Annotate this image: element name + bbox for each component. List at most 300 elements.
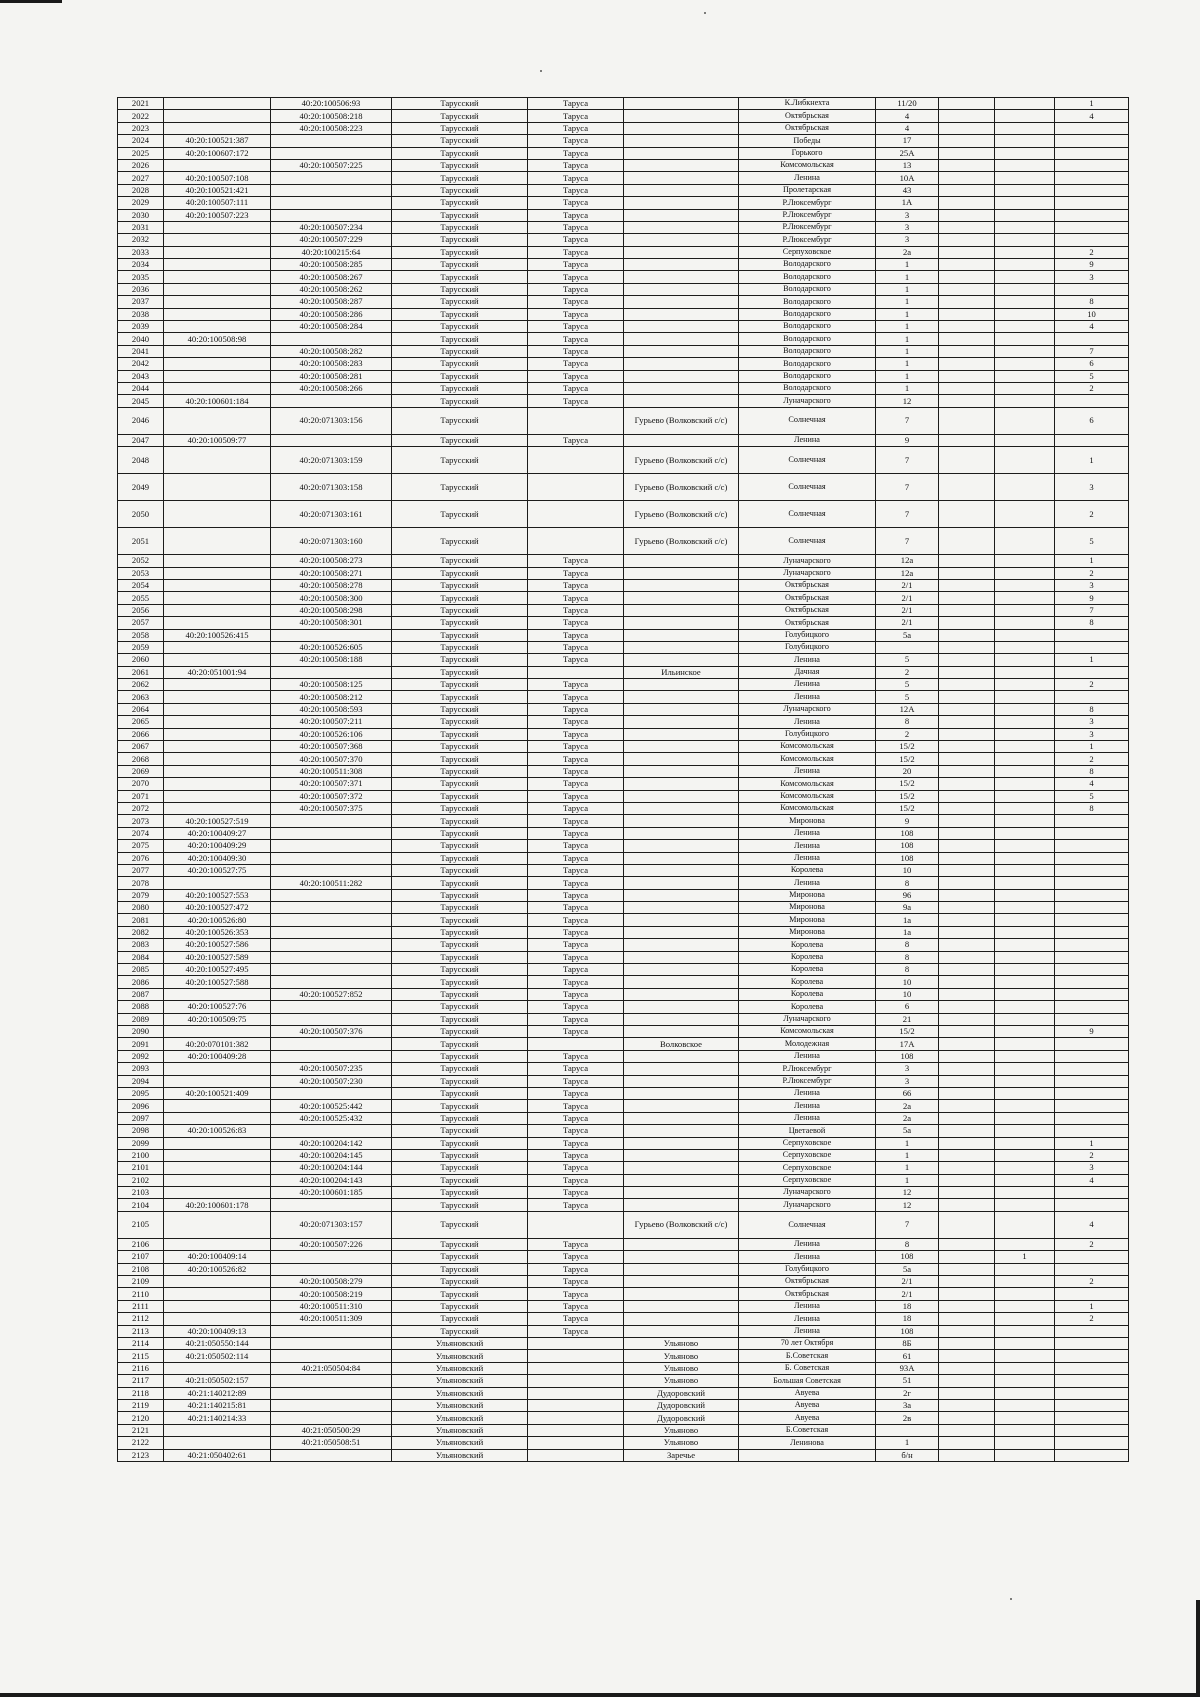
table-row [118, 1300, 1129, 1312]
row-number: 2038 [118, 308, 164, 320]
city-name: Таруса [528, 98, 624, 110]
city-name: Таруса [528, 827, 624, 839]
cadastral-number-new: 40:20:100601:185 [271, 1187, 392, 1199]
cadastral-number-old [164, 641, 271, 653]
cadastral-number-old [164, 716, 271, 728]
settlement-name: Дудоровский [624, 1399, 739, 1411]
cadastral-number-old: 40:20:100607:172 [164, 147, 271, 159]
district-name: Тарусский [392, 122, 528, 134]
extra-column-a [939, 147, 995, 159]
extra-column-a [939, 728, 995, 740]
settlement-name [624, 1100, 739, 1112]
table-row [118, 308, 1129, 320]
extra-column-a [939, 1263, 995, 1275]
table-row [118, 926, 1129, 938]
district-name: Тарусский [392, 296, 528, 308]
table-row [118, 135, 1129, 147]
cadastral-number-new [271, 1325, 392, 1337]
cadastral-number-new: 40:20:100507:226 [271, 1238, 392, 1250]
street-name: Володарского [739, 370, 876, 382]
house-number: 10 [876, 988, 939, 1000]
row-number: 2066 [118, 728, 164, 740]
settlement-name [624, 1187, 739, 1199]
settlement-name [624, 654, 739, 666]
cadastral-number-old: 40:20:100601:184 [164, 395, 271, 407]
row-number: 2028 [118, 184, 164, 196]
settlement-name [624, 234, 739, 246]
settlement-name [624, 1313, 739, 1325]
cadastral-number-old [164, 1174, 271, 1186]
street-name: Ленина [739, 1112, 876, 1124]
table-row [118, 976, 1129, 988]
apartment-number [1055, 172, 1129, 184]
city-name [528, 1424, 624, 1436]
extra-column-b [995, 753, 1055, 765]
scan-edge-mark-top [0, 0, 62, 3]
cadastral-number-old [164, 877, 271, 889]
apartment-number: 4 [1055, 1211, 1129, 1238]
extra-column-b [995, 604, 1055, 616]
district-name: Ульяновский [392, 1350, 528, 1362]
extra-column-b [995, 852, 1055, 864]
table-row [118, 1375, 1129, 1387]
apartment-number: 2 [1055, 1313, 1129, 1325]
registry-table [117, 97, 1129, 1462]
cadastral-number-new [271, 976, 392, 988]
table-row [118, 629, 1129, 641]
apartment-number: 8 [1055, 703, 1129, 715]
district-name: Тарусский [392, 988, 528, 1000]
extra-column-b [995, 271, 1055, 283]
table-row [118, 370, 1129, 382]
cadastral-number-old: 40:20:100521:409 [164, 1087, 271, 1099]
extra-column-b [995, 1399, 1055, 1411]
city-name [528, 407, 624, 434]
city-name: Таруса [528, 1013, 624, 1025]
settlement-name [624, 221, 739, 233]
house-number: 2/1 [876, 579, 939, 591]
settlement-name [624, 1288, 739, 1300]
district-name: Тарусский [392, 345, 528, 357]
cadastral-number-old [164, 345, 271, 357]
city-name: Таруса [528, 604, 624, 616]
city-name: Таруса [528, 159, 624, 171]
cadastral-number-old [164, 1162, 271, 1174]
table-row [118, 877, 1129, 889]
house-number: 2 [876, 728, 939, 740]
street-name: Ленина [739, 434, 876, 446]
extra-column-a [939, 629, 995, 641]
house-number: 8 [876, 951, 939, 963]
cadastral-number-old [164, 679, 271, 691]
cadastral-number-old: 40:20:100526:83 [164, 1125, 271, 1137]
apartment-number [1055, 135, 1129, 147]
extra-column-b [995, 345, 1055, 357]
extra-column-a [939, 1112, 995, 1124]
city-name [528, 1399, 624, 1411]
scan-speck [540, 70, 542, 72]
settlement-name [624, 122, 739, 134]
extra-column-a [939, 1288, 995, 1300]
table-row [118, 283, 1129, 295]
extra-column-a [939, 827, 995, 839]
settlement-name: Дудоровский [624, 1387, 739, 1399]
apartment-number [1055, 877, 1129, 889]
cadastral-number-old [164, 246, 271, 258]
table-row [118, 827, 1129, 839]
apartment-number [1055, 914, 1129, 926]
street-name: Солнечная [739, 501, 876, 528]
extra-column-b [995, 234, 1055, 246]
extra-column-b [995, 259, 1055, 271]
table-row [118, 1063, 1129, 1075]
house-number: 1 [876, 358, 939, 370]
row-number: 2052 [118, 555, 164, 567]
district-name: Тарусский [392, 691, 528, 703]
table-row [118, 753, 1129, 765]
settlement-name [624, 382, 739, 394]
extra-column-b [995, 641, 1055, 653]
row-number: 2104 [118, 1199, 164, 1211]
cadastral-number-new: 40:20:071303:160 [271, 528, 392, 555]
cadastral-number-old: 40:20:100409:30 [164, 852, 271, 864]
extra-column-b [995, 1350, 1055, 1362]
district-name: Тарусский [392, 926, 528, 938]
city-name: Таруса [528, 370, 624, 382]
street-name: Комсомольская [739, 790, 876, 802]
house-number: 18 [876, 1300, 939, 1312]
row-number: 2027 [118, 172, 164, 184]
cadastral-number-new [271, 1387, 392, 1399]
cadastral-number-old: 40:20:100521:421 [164, 184, 271, 196]
row-number: 2111 [118, 1300, 164, 1312]
table-row [118, 951, 1129, 963]
district-name: Тарусский [392, 976, 528, 988]
street-name: Б.Советская [739, 1350, 876, 1362]
street-name: Р.Люксембург [739, 221, 876, 233]
extra-column-b [995, 976, 1055, 988]
extra-column-b [995, 308, 1055, 320]
city-name: Таруса [528, 395, 624, 407]
house-number: 15/2 [876, 753, 939, 765]
house-number: 3 [876, 209, 939, 221]
table-row [118, 1013, 1129, 1025]
district-name: Тарусский [392, 951, 528, 963]
settlement-name: Дудоровский [624, 1412, 739, 1424]
row-number: 2081 [118, 914, 164, 926]
house-number: 8 [876, 964, 939, 976]
district-name: Тарусский [392, 1100, 528, 1112]
table-row [118, 1412, 1129, 1424]
row-number: 2067 [118, 741, 164, 753]
cadastral-number-new: 40:20:100507:370 [271, 753, 392, 765]
extra-column-a [939, 110, 995, 122]
street-name: Луначарского [739, 1013, 876, 1025]
city-name: Таруса [528, 1263, 624, 1275]
city-name: Таруса [528, 926, 624, 938]
apartment-number [1055, 1199, 1129, 1211]
city-name: Таруса [528, 902, 624, 914]
cadastral-number-old [164, 122, 271, 134]
settlement-name [624, 1001, 739, 1013]
extra-column-b [995, 1050, 1055, 1062]
house-number: 9 [876, 434, 939, 446]
cadastral-number-new: 40:20:100508:287 [271, 296, 392, 308]
street-name: Ленина [739, 852, 876, 864]
cadastral-number-old [164, 283, 271, 295]
house-number: 7 [876, 501, 939, 528]
extra-column-b [995, 1387, 1055, 1399]
house-number: 15/2 [876, 741, 939, 753]
cadastral-number-old: 40:21:140214:33 [164, 1412, 271, 1424]
city-name [528, 474, 624, 501]
row-number: 2026 [118, 159, 164, 171]
street-name: Комсомольская [739, 753, 876, 765]
cadastral-number-new [271, 1251, 392, 1263]
city-name [528, 1375, 624, 1387]
apartment-number: 6 [1055, 358, 1129, 370]
extra-column-b [995, 1149, 1055, 1161]
table-row [118, 1001, 1129, 1013]
extra-column-a [939, 259, 995, 271]
row-number: 2122 [118, 1437, 164, 1449]
district-name: Тарусский [392, 172, 528, 184]
street-name: Авуева [739, 1399, 876, 1411]
city-name: Таруса [528, 1162, 624, 1174]
street-name: Молодежная [739, 1038, 876, 1050]
cadastral-number-old: 40:20:100409:13 [164, 1325, 271, 1337]
cadastral-number-new [271, 1087, 392, 1099]
extra-column-a [939, 802, 995, 814]
settlement-name [624, 641, 739, 653]
table-row [118, 1038, 1129, 1050]
city-name [528, 1449, 624, 1461]
cadastral-number-new [271, 629, 392, 641]
extra-column-b [995, 1100, 1055, 1112]
street-name: Миронова [739, 889, 876, 901]
street-name: Ленина [739, 1100, 876, 1112]
house-number: 5 [876, 679, 939, 691]
apartment-number: 2 [1055, 382, 1129, 394]
house-number: 1 [876, 321, 939, 333]
cadastral-number-new: 40:20:100508:300 [271, 592, 392, 604]
table-row [118, 864, 1129, 876]
extra-column-b [995, 629, 1055, 641]
extra-column-b [995, 728, 1055, 740]
apartment-number: 5 [1055, 790, 1129, 802]
city-name [528, 1211, 624, 1238]
table-row [118, 1075, 1129, 1087]
extra-column-b [995, 877, 1055, 889]
settlement-name [624, 1063, 739, 1075]
settlement-name: Волковское [624, 1038, 739, 1050]
cadastral-number-new [271, 1199, 392, 1211]
district-name: Тарусский [392, 1075, 528, 1087]
cadastral-number-old [164, 1187, 271, 1199]
cadastral-number-new [271, 197, 392, 209]
table-row [118, 172, 1129, 184]
cadastral-number-new [271, 666, 392, 678]
apartment-number [1055, 827, 1129, 839]
street-name: Пролетарская [739, 184, 876, 196]
extra-column-b [995, 283, 1055, 295]
settlement-name: Гурьево (Волковский с/с) [624, 407, 739, 434]
extra-column-a [939, 641, 995, 653]
cadastral-number-old: 40:20:100527:75 [164, 864, 271, 876]
apartment-number: 7 [1055, 345, 1129, 357]
table-row [118, 333, 1129, 345]
settlement-name: Гурьево (Волковский с/с) [624, 528, 739, 555]
settlement-name [624, 1325, 739, 1337]
cadastral-number-new [271, 815, 392, 827]
house-number: 20 [876, 765, 939, 777]
table-row [118, 741, 1129, 753]
street-name: Октябрьская [739, 604, 876, 616]
cadastral-number-old [164, 555, 271, 567]
cadastral-number-new [271, 926, 392, 938]
extra-column-b [995, 1362, 1055, 1374]
apartment-number: 3 [1055, 474, 1129, 501]
city-name [528, 1437, 624, 1449]
city-name: Таруса [528, 135, 624, 147]
table-row [118, 147, 1129, 159]
house-number: 12А [876, 703, 939, 715]
cadastral-number-old: 40:20:070101:382 [164, 1038, 271, 1050]
row-number: 2069 [118, 765, 164, 777]
extra-column-a [939, 1300, 995, 1312]
cadastral-number-new: 40:21:050508:51 [271, 1437, 392, 1449]
extra-column-b [995, 110, 1055, 122]
settlement-name [624, 728, 739, 740]
row-number: 2033 [118, 246, 164, 258]
district-name: Тарусский [392, 184, 528, 196]
extra-column-b [995, 778, 1055, 790]
extra-column-b [995, 741, 1055, 753]
extra-column-a [939, 951, 995, 963]
apartment-number [1055, 902, 1129, 914]
street-name: Октябрьская [739, 1288, 876, 1300]
settlement-name [624, 741, 739, 753]
row-number: 2053 [118, 567, 164, 579]
extra-column-b [995, 197, 1055, 209]
cadastral-number-old [164, 271, 271, 283]
extra-column-b [995, 579, 1055, 591]
street-name: Комсомольская [739, 741, 876, 753]
street-name: Володарского [739, 358, 876, 370]
apartment-number: 3 [1055, 1162, 1129, 1174]
apartment-number: 8 [1055, 802, 1129, 814]
cadastral-number-old [164, 110, 271, 122]
extra-column-b [995, 1174, 1055, 1186]
apartment-number: 2 [1055, 246, 1129, 258]
table-row [118, 592, 1129, 604]
cadastral-number-old [164, 501, 271, 528]
street-name: Луначарского [739, 1187, 876, 1199]
row-number: 2079 [118, 889, 164, 901]
house-number: 5а [876, 1125, 939, 1137]
cadastral-number-new [271, 1038, 392, 1050]
settlement-name [624, 172, 739, 184]
cadastral-number-old [164, 234, 271, 246]
settlement-name [624, 1137, 739, 1149]
house-number: 7 [876, 407, 939, 434]
table-row [118, 1162, 1129, 1174]
cadastral-number-new: 40:20:100508:262 [271, 283, 392, 295]
cadastral-number-old: 40:20:100526:80 [164, 914, 271, 926]
settlement-name [624, 877, 739, 889]
cadastral-number-old [164, 1075, 271, 1087]
street-name: Серпуховское [739, 1149, 876, 1161]
row-number: 2084 [118, 951, 164, 963]
settlement-name [624, 1300, 739, 1312]
house-number: 2а [876, 246, 939, 258]
district-name: Тарусский [392, 147, 528, 159]
cadastral-number-old: 40:21:050402:61 [164, 1449, 271, 1461]
extra-column-a [939, 333, 995, 345]
extra-column-a [939, 345, 995, 357]
house-number: 2 [876, 666, 939, 678]
apartment-number [1055, 395, 1129, 407]
row-number: 2110 [118, 1288, 164, 1300]
street-name: Королева [739, 988, 876, 1000]
city-name: Таруса [528, 1199, 624, 1211]
extra-column-b [995, 1375, 1055, 1387]
registry-body [118, 98, 1129, 1462]
cadastral-number-old [164, 321, 271, 333]
district-name: Тарусский [392, 528, 528, 555]
cadastral-number-new [271, 964, 392, 976]
settlement-name [624, 1174, 739, 1186]
street-name: Октябрьская [739, 122, 876, 134]
house-number: 11/20 [876, 98, 939, 110]
cadastral-number-new: 40:20:071303:158 [271, 474, 392, 501]
cadastral-number-old [164, 447, 271, 474]
cadastral-number-old [164, 1211, 271, 1238]
settlement-name [624, 790, 739, 802]
extra-column-b [995, 1424, 1055, 1436]
settlement-name [624, 434, 739, 446]
cadastral-number-old: 40:20:100527:589 [164, 951, 271, 963]
district-name: Тарусский [392, 716, 528, 728]
district-name: Тарусский [392, 1174, 528, 1186]
apartment-number [1055, 333, 1129, 345]
extra-column-a [939, 501, 995, 528]
row-number: 2055 [118, 592, 164, 604]
row-number: 2035 [118, 271, 164, 283]
table-row [118, 407, 1129, 434]
city-name: Таруса [528, 321, 624, 333]
district-name: Тарусский [392, 741, 528, 753]
city-name: Таруса [528, 567, 624, 579]
settlement-name [624, 976, 739, 988]
settlement-name [624, 110, 739, 122]
cadastral-number-new [271, 1399, 392, 1411]
extra-column-b [995, 1199, 1055, 1211]
settlement-name [624, 778, 739, 790]
extra-column-b [995, 889, 1055, 901]
cadastral-number-old: 40:20:100509:77 [164, 434, 271, 446]
district-name: Тарусский [392, 395, 528, 407]
table-row [118, 246, 1129, 258]
apartment-number [1055, 964, 1129, 976]
extra-column-b [995, 1038, 1055, 1050]
settlement-name [624, 345, 739, 357]
settlement-name [624, 592, 739, 604]
extra-column-a [939, 528, 995, 555]
table-row [118, 728, 1129, 740]
house-number: 21 [876, 1013, 939, 1025]
city-name: Таруса [528, 122, 624, 134]
